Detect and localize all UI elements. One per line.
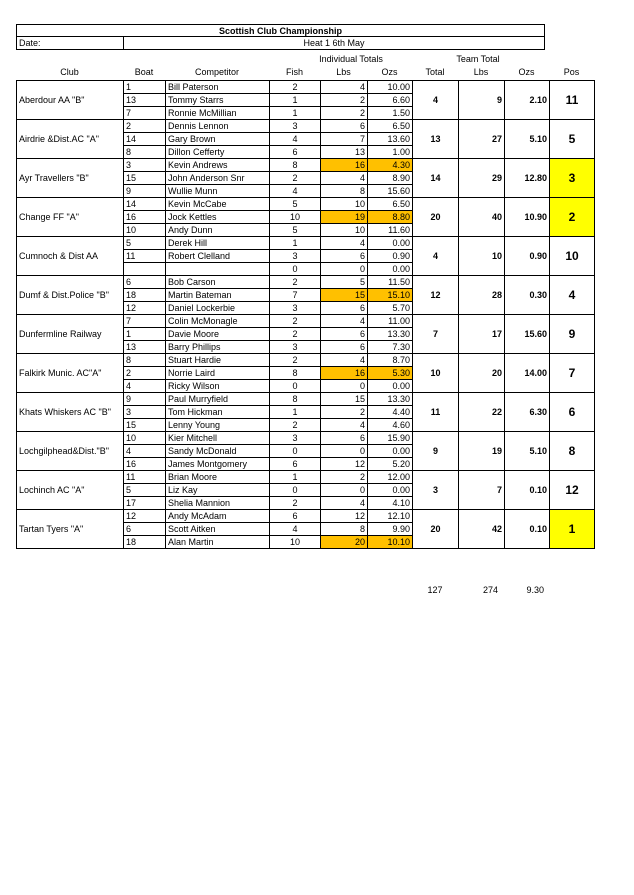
- ozs-cell: 8.80: [368, 211, 413, 224]
- boat-cell: 7: [124, 315, 166, 328]
- competitor-cell: James Montgomery: [166, 458, 270, 471]
- team-ozs-cell: 0.10: [505, 471, 550, 510]
- club-name-cell: Aberdour AA "B": [17, 81, 124, 120]
- competitor-cell: Wullie Munn: [166, 185, 270, 198]
- position-cell: 1: [550, 510, 595, 549]
- ozs-cell: 11.60: [368, 224, 413, 237]
- team-lbs-cell: 19: [459, 432, 505, 471]
- fish-cell: 5: [270, 224, 321, 237]
- table-row: [17, 510, 595, 523]
- ozs-cell: 11.50: [368, 276, 413, 289]
- ozs-cell: 5.30: [368, 367, 413, 380]
- col-competitor: Competitor: [194, 67, 239, 77]
- ozs-cell: 6.50: [368, 198, 413, 211]
- competitor-cell: Jock Kettles: [166, 211, 270, 224]
- lbs-cell: 6: [321, 302, 368, 315]
- ozs-cell: 15.90: [368, 432, 413, 445]
- fish-cell: 0: [270, 484, 321, 497]
- lbs-cell: 8: [321, 185, 368, 198]
- col-ozs: Ozs: [381, 67, 398, 77]
- fish-cell: 6: [270, 510, 321, 523]
- team-ozs-cell: 5.10: [505, 432, 550, 471]
- lbs-cell: 6: [321, 432, 368, 445]
- position-cell: 4: [550, 276, 595, 315]
- team-total-cell: 10: [413, 354, 459, 393]
- fish-cell: 0: [270, 380, 321, 393]
- ozs-cell: 1.00: [368, 146, 413, 159]
- boat-cell: 10: [124, 432, 166, 445]
- competitor-cell: Ricky Wilson: [166, 380, 270, 393]
- boat-cell: 2: [124, 367, 166, 380]
- team-total-cell: 20: [413, 510, 459, 549]
- date-row: [16, 37, 545, 50]
- position-cell: 5: [550, 120, 595, 159]
- competitor-cell: Liz Kay: [166, 484, 270, 497]
- competitor-cell: Barry Phillips: [166, 341, 270, 354]
- ozs-cell: 12.10: [368, 510, 413, 523]
- team-ozs-cell: 2.10: [505, 81, 550, 120]
- grand-total-ozs: 9.30: [526, 585, 544, 595]
- ozs-cell: 0.00: [368, 380, 413, 393]
- boat-cell: 13: [124, 341, 166, 354]
- fish-cell: 3: [270, 120, 321, 133]
- ozs-cell: 15.10: [368, 289, 413, 302]
- boat-cell: 4: [124, 445, 166, 458]
- lbs-cell: 0: [321, 263, 368, 276]
- boat-cell: 3: [124, 159, 166, 172]
- heat-label: Heat 1 6th May: [303, 38, 365, 48]
- competitor-cell: Norrie Laird: [166, 367, 270, 380]
- fish-cell: 6: [270, 458, 321, 471]
- fish-cell: 2: [270, 419, 321, 432]
- team-lbs-cell: 22: [459, 393, 505, 432]
- fish-cell: 2: [270, 328, 321, 341]
- ozs-cell: 8.90: [368, 172, 413, 185]
- boat-cell: 5: [124, 484, 166, 497]
- lbs-cell: 10: [321, 224, 368, 237]
- boat-cell: 8: [124, 146, 166, 159]
- fish-cell: 0: [270, 445, 321, 458]
- lbs-cell: 6: [321, 120, 368, 133]
- boat-cell: 18: [124, 536, 166, 549]
- ozs-cell: 6.60: [368, 94, 413, 107]
- competitor-cell: Paul Murryfield: [166, 393, 270, 406]
- lbs-cell: 20: [321, 536, 368, 549]
- position-cell: 8: [550, 432, 595, 471]
- team-total-cell: 11: [413, 393, 459, 432]
- ozs-cell: 10.10: [368, 536, 413, 549]
- competitor-cell: Kevin Andrews: [166, 159, 270, 172]
- competitor-cell: Tommy Starrs: [166, 94, 270, 107]
- ozs-cell: 4.30: [368, 159, 413, 172]
- team-total-cell: 4: [413, 81, 459, 120]
- competitor-cell: Daniel Lockerbie: [166, 302, 270, 315]
- col-lbs: Lbs: [336, 67, 351, 77]
- fish-cell: 8: [270, 159, 321, 172]
- club-name-cell: Lochinch AC "A": [17, 471, 124, 510]
- position-cell: 11: [550, 81, 595, 120]
- lbs-cell: 2: [321, 107, 368, 120]
- fish-cell: 1: [270, 107, 321, 120]
- ozs-cell: 11.00: [368, 315, 413, 328]
- boat-cell: 3: [124, 406, 166, 419]
- team-total-cell: 12: [413, 276, 459, 315]
- lbs-cell: 19: [321, 211, 368, 224]
- lbs-cell: 4: [321, 237, 368, 250]
- lbs-cell: 16: [321, 367, 368, 380]
- competitor-cell: Scott Aitken: [166, 523, 270, 536]
- team-lbs-cell: 17: [459, 315, 505, 354]
- table-row: [17, 159, 595, 172]
- fish-cell: 7: [270, 289, 321, 302]
- results-table: [16, 80, 595, 549]
- lbs-cell: 2: [321, 471, 368, 484]
- ozs-cell: 4.40: [368, 406, 413, 419]
- boat-cell: 8: [124, 354, 166, 367]
- ozs-cell: 13.30: [368, 393, 413, 406]
- col-pos: Pos: [563, 67, 580, 77]
- table-row: [17, 354, 595, 367]
- ozs-cell: 10.00: [368, 81, 413, 94]
- fish-cell: 6: [270, 146, 321, 159]
- club-name-cell: Lochgilphead&Dist."B": [17, 432, 124, 471]
- competitor-cell: Tom Hickman: [166, 406, 270, 419]
- boat-cell: 11: [124, 471, 166, 484]
- lbs-cell: 12: [321, 510, 368, 523]
- lbs-cell: 0: [321, 484, 368, 497]
- boat-cell: 11: [124, 250, 166, 263]
- competitor-cell: Kevin McCabe: [166, 198, 270, 211]
- fish-cell: 5: [270, 198, 321, 211]
- team-lbs-cell: 29: [459, 159, 505, 198]
- lbs-cell: 4: [321, 354, 368, 367]
- team-ozs-cell: 6.30: [505, 393, 550, 432]
- lbs-cell: 4: [321, 315, 368, 328]
- boat-cell: 5: [124, 237, 166, 250]
- ozs-cell: 7.30: [368, 341, 413, 354]
- ozs-cell: 0.00: [368, 237, 413, 250]
- table-row: [17, 432, 595, 445]
- position-cell: 2: [550, 198, 595, 237]
- lbs-cell: 15: [321, 289, 368, 302]
- boat-cell: 12: [124, 510, 166, 523]
- team-total-cell: 14: [413, 159, 459, 198]
- team-total-cell: 20: [413, 198, 459, 237]
- lbs-cell: 5: [321, 276, 368, 289]
- ozs-cell: 5.20: [368, 458, 413, 471]
- competitor-cell: Dillon Cefferty: [166, 146, 270, 159]
- competitor-cell: Sandy McDonald: [166, 445, 270, 458]
- grand-total-count: 127: [427, 585, 443, 595]
- fish-cell: 3: [270, 341, 321, 354]
- position-cell: 7: [550, 354, 595, 393]
- ozs-cell: 9.90: [368, 523, 413, 536]
- boat-cell: 1: [124, 81, 166, 94]
- team-lbs-cell: 20: [459, 354, 505, 393]
- boat-cell: 15: [124, 419, 166, 432]
- fish-cell: 10: [270, 536, 321, 549]
- fish-cell: 2: [270, 276, 321, 289]
- fish-cell: 2: [270, 81, 321, 94]
- fish-cell: 3: [270, 432, 321, 445]
- team-total-cell: 4: [413, 237, 459, 276]
- team-ozs-cell: 0.10: [505, 510, 550, 549]
- club-name-cell: Cumnoch & Dist AA: [17, 237, 124, 276]
- competitor-cell: Colin McMonagle: [166, 315, 270, 328]
- competitor-cell: John Anderson Snr: [166, 172, 270, 185]
- club-name-cell: Airdrie &Dist.AC "A": [17, 120, 124, 159]
- position-cell: 3: [550, 159, 595, 198]
- ozs-cell: 13.30: [368, 328, 413, 341]
- fish-cell: 0: [270, 263, 321, 276]
- team-lbs-cell: 10: [459, 237, 505, 276]
- boat-cell: 4: [124, 380, 166, 393]
- competitor-cell: Davie Moore: [166, 328, 270, 341]
- boat-cell: 1: [124, 328, 166, 341]
- team-lbs-cell: 40: [459, 198, 505, 237]
- lbs-cell: 4: [321, 172, 368, 185]
- competitor-cell: Stuart Hardie: [166, 354, 270, 367]
- team-lbs-cell: 28: [459, 276, 505, 315]
- ozs-cell: 4.10: [368, 497, 413, 510]
- club-name-cell: Falkirk Munic. AC"A": [17, 354, 124, 393]
- col-fish: Fish: [285, 67, 303, 77]
- team-ozs-cell: 15.60: [505, 315, 550, 354]
- team-ozs-cell: 14.00: [505, 354, 550, 393]
- col-club: Club: [60, 67, 79, 77]
- ozs-cell: 4.60: [368, 419, 413, 432]
- fish-cell: 4: [270, 523, 321, 536]
- ozs-cell: 0.90: [368, 250, 413, 263]
- lbs-cell: 6: [321, 328, 368, 341]
- table-row: [17, 393, 595, 406]
- team-total-cell: 9: [413, 432, 459, 471]
- competitor-cell: Martin Bateman: [166, 289, 270, 302]
- boat-cell: 6: [124, 523, 166, 536]
- lbs-cell: 16: [321, 159, 368, 172]
- ozs-cell: 0.00: [368, 445, 413, 458]
- table-row: [17, 276, 595, 289]
- fish-cell: 2: [270, 315, 321, 328]
- results-table-body: [17, 81, 595, 549]
- boat-cell: 16: [124, 458, 166, 471]
- boat-cell: 6: [124, 276, 166, 289]
- lbs-cell: 6: [321, 341, 368, 354]
- ozs-cell: 5.70: [368, 302, 413, 315]
- competitor-cell: Bill Paterson: [166, 81, 270, 94]
- fish-cell: 8: [270, 367, 321, 380]
- boat-cell: 16: [124, 211, 166, 224]
- team-ozs-cell: 12.80: [505, 159, 550, 198]
- boat-cell: 18: [124, 289, 166, 302]
- lbs-cell: 8: [321, 523, 368, 536]
- competitor-cell: Lenny Young: [166, 419, 270, 432]
- competitor-cell: Alan Martin: [166, 536, 270, 549]
- lbs-cell: 2: [321, 406, 368, 419]
- boat-cell: 7: [124, 107, 166, 120]
- lbs-cell: 2: [321, 94, 368, 107]
- ozs-cell: 8.70: [368, 354, 413, 367]
- team-lbs-cell: 7: [459, 471, 505, 510]
- table-row: [17, 237, 595, 250]
- ozs-cell: 15.60: [368, 185, 413, 198]
- fish-cell: 2: [270, 354, 321, 367]
- lbs-cell: 0: [321, 445, 368, 458]
- position-cell: 10: [550, 237, 595, 276]
- competitor-cell: Andy Dunn: [166, 224, 270, 237]
- fish-cell: 3: [270, 250, 321, 263]
- ozs-cell: 1.50: [368, 107, 413, 120]
- boat-cell: 17: [124, 497, 166, 510]
- table-row: [17, 315, 595, 328]
- team-ozs-cell: 5.10: [505, 120, 550, 159]
- team-total-cell: 13: [413, 120, 459, 159]
- fish-cell: 3: [270, 302, 321, 315]
- fish-cell: 8: [270, 393, 321, 406]
- fish-cell: 4: [270, 185, 321, 198]
- boat-cell: 13: [124, 94, 166, 107]
- competitor-cell: Gary Brown: [166, 133, 270, 146]
- boat-cell: 2: [124, 120, 166, 133]
- position-cell: 9: [550, 315, 595, 354]
- lbs-cell: 12: [321, 458, 368, 471]
- competitor-cell: Ronnie McMillian: [166, 107, 270, 120]
- lbs-cell: 15: [321, 393, 368, 406]
- table-row: [17, 81, 595, 94]
- team-lbs-cell: 27: [459, 120, 505, 159]
- lbs-cell: 4: [321, 497, 368, 510]
- lbs-cell: 13: [321, 146, 368, 159]
- club-name-cell: Dunfermline Railway: [17, 315, 124, 354]
- club-name-cell: Ayr Travellers "B": [17, 159, 124, 198]
- date-label: Date:: [19, 38, 41, 48]
- competitor-cell: Kier Mitchell: [166, 432, 270, 445]
- fish-cell: 1: [270, 237, 321, 250]
- ozs-cell: 0.00: [368, 263, 413, 276]
- team-lbs-cell: 42: [459, 510, 505, 549]
- club-name-cell: Tartan Tyers "A": [17, 510, 124, 549]
- competitor-cell: Derek Hill: [166, 237, 270, 250]
- boat-cell: 14: [124, 198, 166, 211]
- col-total: Total: [425, 67, 445, 77]
- fish-cell: 2: [270, 497, 321, 510]
- boat-cell: 14: [124, 133, 166, 146]
- team-total-cell: 3: [413, 471, 459, 510]
- position-cell: 6: [550, 393, 595, 432]
- club-name-cell: Change FF "A": [17, 198, 124, 237]
- col-team-lbs: Lbs: [473, 67, 489, 77]
- boat-cell: 9: [124, 185, 166, 198]
- club-name-cell: Dumf & Dist.Police "B": [17, 276, 124, 315]
- individual-totals-label: Individual Totals: [319, 54, 383, 64]
- lbs-cell: 4: [321, 419, 368, 432]
- competitor-cell: Bob Carson: [166, 276, 270, 289]
- lbs-cell: 0: [321, 380, 368, 393]
- col-boat: Boat: [134, 67, 154, 77]
- sheet-title: Scottish Club Championship: [16, 24, 545, 37]
- fish-cell: 1: [270, 94, 321, 107]
- ozs-cell: 0.00: [368, 484, 413, 497]
- competitor-cell: Shelia Mannion: [166, 497, 270, 510]
- competitor-cell: [166, 263, 270, 276]
- team-ozs-cell: 10.90: [505, 198, 550, 237]
- competitor-cell: Brian Moore: [166, 471, 270, 484]
- competitor-cell: Robert Clelland: [166, 250, 270, 263]
- ozs-cell: 6.50: [368, 120, 413, 133]
- team-total-label: Team Total: [456, 54, 500, 64]
- team-total-cell: 7: [413, 315, 459, 354]
- boat-cell: 12: [124, 302, 166, 315]
- boat-cell: 10: [124, 224, 166, 237]
- club-name-cell: Khats Whiskers AC "B": [17, 393, 124, 432]
- competitor-cell: Andy McAdam: [166, 510, 270, 523]
- position-cell: 12: [550, 471, 595, 510]
- fish-cell: 1: [270, 471, 321, 484]
- ozs-cell: 13.60: [368, 133, 413, 146]
- boat-cell: [124, 263, 166, 276]
- table-row: [17, 471, 595, 484]
- team-lbs-cell: 9: [459, 81, 505, 120]
- fish-cell: 10: [270, 211, 321, 224]
- competitor-cell: Dennis Lennon: [166, 120, 270, 133]
- table-row: [17, 198, 595, 211]
- table-row: [17, 120, 595, 133]
- fish-cell: 1: [270, 406, 321, 419]
- fish-cell: 2: [270, 172, 321, 185]
- team-ozs-cell: 0.90: [505, 237, 550, 276]
- fish-cell: 4: [270, 133, 321, 146]
- lbs-cell: 10: [321, 198, 368, 211]
- lbs-cell: 7: [321, 133, 368, 146]
- ozs-cell: 12.00: [368, 471, 413, 484]
- team-ozs-cell: 0.30: [505, 276, 550, 315]
- col-team-ozs: Ozs: [518, 67, 535, 77]
- lbs-cell: 6: [321, 250, 368, 263]
- boat-cell: 9: [124, 393, 166, 406]
- grand-total-lbs: 274: [482, 585, 498, 595]
- boat-cell: 15: [124, 172, 166, 185]
- lbs-cell: 4: [321, 81, 368, 94]
